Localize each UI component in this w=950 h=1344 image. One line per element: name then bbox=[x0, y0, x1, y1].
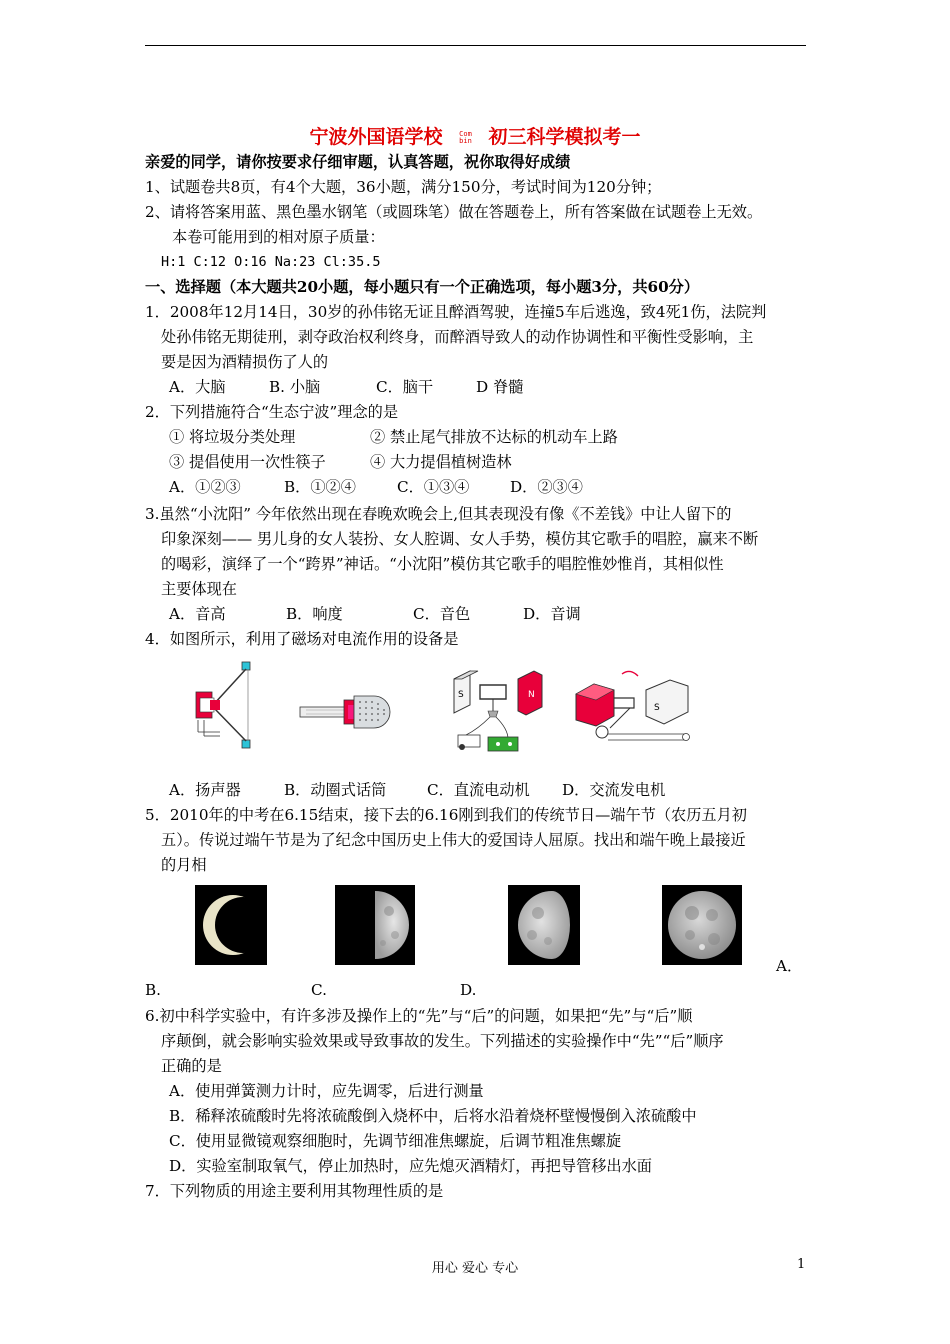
q3-line-1: 3.虽然“小沈阳” 今年依然出现在春晚欢晚会上,但其表现没有像《不差钱》中让人留下的 bbox=[145, 505, 732, 523]
q2-option-d[interactable]: D．②③④ bbox=[510, 478, 583, 496]
q6-option-c[interactable]: C．使用显微镜观察细胞时，先调节细准焦螺旋，后调节粗准焦螺旋 bbox=[169, 1132, 622, 1150]
q3-option-c[interactable]: C．音色 bbox=[413, 605, 471, 623]
note-1: 1、试题卷共8页，有4个大题，36小题，满分150分，考试时间为120分钟； bbox=[145, 178, 662, 196]
q1-option-b[interactable]: B. 小脑 bbox=[269, 378, 321, 396]
q5-label-c[interactable]: C. bbox=[311, 981, 327, 999]
speaker-figure bbox=[190, 660, 260, 752]
q1-option-a[interactable]: A．大脑 bbox=[169, 378, 226, 396]
microphone-figure bbox=[298, 692, 396, 732]
moon-first-quarter bbox=[335, 885, 415, 965]
q3-options bbox=[169, 602, 581, 626]
q3-line-4: 主要体现在 bbox=[161, 580, 237, 598]
q2-item-3: ③ 提倡使用一次性筷子 bbox=[169, 453, 326, 471]
q4-option-b[interactable]: B．动圈式话筒 bbox=[284, 781, 387, 799]
q3-option-d[interactable]: D．音调 bbox=[523, 605, 581, 623]
q5-label-d[interactable]: D. bbox=[460, 981, 477, 999]
q6-line-3: 正确的是 bbox=[161, 1057, 222, 1075]
q1-line-1: 1．2008年12月14日，30岁的孙伟铭无证且醉酒驾驶，连撞5车后逃逸，致4死1伤，法院判 bbox=[145, 303, 767, 321]
q5-line-3: 的月相 bbox=[161, 856, 207, 874]
q1-option-d[interactable]: D 脊髓 bbox=[476, 378, 524, 396]
q5-label-b[interactable]: B. bbox=[145, 981, 161, 999]
q3-line-2: 印象深刻—— 男儿身的女人装扮、女人腔调、女人手势，模仿其它歌手的唱腔，赢来不断 bbox=[161, 530, 759, 548]
note-3: 本卷可能用到的相对原子质量： bbox=[172, 228, 385, 246]
q3-option-a[interactable]: A．音高 bbox=[169, 605, 226, 623]
q4-option-a[interactable]: A．扬声器 bbox=[169, 781, 241, 799]
q3-option-b[interactable]: B．响度 bbox=[286, 605, 343, 623]
q2-option-c[interactable]: C．①③④ bbox=[397, 478, 470, 496]
page-number: 1 bbox=[797, 1257, 806, 1272]
moon-full bbox=[662, 885, 742, 965]
gen-s-pole-label: S bbox=[654, 703, 660, 713]
n-pole-label: N bbox=[528, 690, 535, 700]
moon-gibbous bbox=[508, 885, 580, 965]
page-title bbox=[0, 122, 950, 149]
q6-line-1: 6.初中科学实验中，有许多涉及操作上的“先”与“后”的问题，如果把“先”与“后”顺 bbox=[145, 1007, 693, 1025]
dc-motor-figure bbox=[448, 665, 548, 757]
q5-label-a[interactable]: A． bbox=[776, 957, 803, 975]
q1-options bbox=[169, 375, 523, 399]
q4-stem: 4．如图所示，利用了磁场对电流作用的设备是 bbox=[145, 630, 459, 648]
q7-stem: 7．下列物质的用途主要利用其物理性质的是 bbox=[145, 1182, 444, 1200]
q1-line-2: 处孙伟铭无期徒刑，剥夺政治权利终身，而醉酒导致人的动作协调性和平衡性受影响，主 bbox=[161, 328, 754, 346]
q2-items-row-1 bbox=[169, 425, 618, 449]
q6-option-b[interactable]: B．稀释浓硫酸时先将浓硫酸倒入烧杯中，后将水沿着烧杯壁慢慢倒入浓硫酸中 bbox=[169, 1107, 697, 1125]
q2-items-row-2 bbox=[169, 450, 512, 474]
header-rule bbox=[145, 45, 806, 46]
q2-option-b[interactable]: B．①②④ bbox=[284, 478, 356, 496]
q4-option-c[interactable]: C．直流电动机 bbox=[427, 781, 530, 799]
q4-option-d[interactable]: D．交流发电机 bbox=[562, 781, 666, 799]
q6-option-d[interactable]: D．实验室制取氧气，停止加热时，应先熄灭酒精灯，再把导管移出水面 bbox=[169, 1157, 652, 1175]
greeting: 亲爱的同学，请你按要求仔细审题，认真答题，祝你取得好成绩 bbox=[145, 153, 571, 171]
q5-line-1: 5．2010年的中考在6.15结束，接下去的6.16刚到我们的传统节日—端午节（农历五月初 bbox=[145, 806, 747, 824]
title-combin-mark: Com bin bbox=[459, 130, 472, 145]
q3-line-3: 的喝彩，演绎了一个“跨界”神话。“小沈阳”模仿其它歌手的唱腔惟妙惟肖，其相似性 bbox=[161, 555, 724, 573]
q5-line-2: 五）。传说过端午节是为了纪念中国历史上伟大的爱国诗人屈原。找出和端午晚上最接近 bbox=[161, 831, 746, 849]
q6-option-a[interactable]: A．使用弹簧测力计时，应先调零，后进行测量 bbox=[169, 1082, 484, 1100]
section-1-heading: 一、选择题（本大题共20小题，每小题只有一个正确选项，每小题3分，共60分） bbox=[145, 278, 700, 296]
ac-generator-figure bbox=[574, 668, 692, 750]
q1-option-c[interactable]: C．脑干 bbox=[376, 378, 434, 396]
q2-item-1: ① 将垃圾分类处理 bbox=[169, 428, 296, 446]
q2-option-a[interactable]: A．①②③ bbox=[169, 478, 241, 496]
q2-item-4: ④ 大力提倡植树造林 bbox=[370, 453, 512, 471]
title-school: 宁波外国语学校 bbox=[309, 126, 443, 148]
q2-stem: 2．下列措施符合“生态宁波”理念的是 bbox=[145, 403, 399, 421]
q2-item-2: ② 禁止尾气排放不达标的机动车上路 bbox=[370, 428, 618, 446]
title-exam: 初三科学模拟考一 bbox=[488, 126, 641, 148]
q2-options bbox=[169, 475, 583, 499]
q6-line-2: 序颠倒，就会影响实验效果或导致事故的发生。下列描述的实验操作中“先”“后”顺序 bbox=[161, 1032, 724, 1050]
moon-crescent bbox=[195, 885, 267, 965]
footer-motto: 用心 爱心 专心 bbox=[431, 1261, 519, 1276]
q4-options bbox=[169, 778, 665, 802]
s-pole-label: S bbox=[458, 690, 464, 700]
note-2: 2、请将答案用蓝、黑色墨水钢笔（或圆珠笔）做在答题卷上，所有答案做在试题卷上无效。 bbox=[145, 203, 763, 221]
atomic-masses: H:1 C:12 O:16 Na:23 Cl:35.5 bbox=[161, 254, 381, 270]
q1-line-3: 要是因为酒精损伤了人的 bbox=[161, 353, 329, 371]
